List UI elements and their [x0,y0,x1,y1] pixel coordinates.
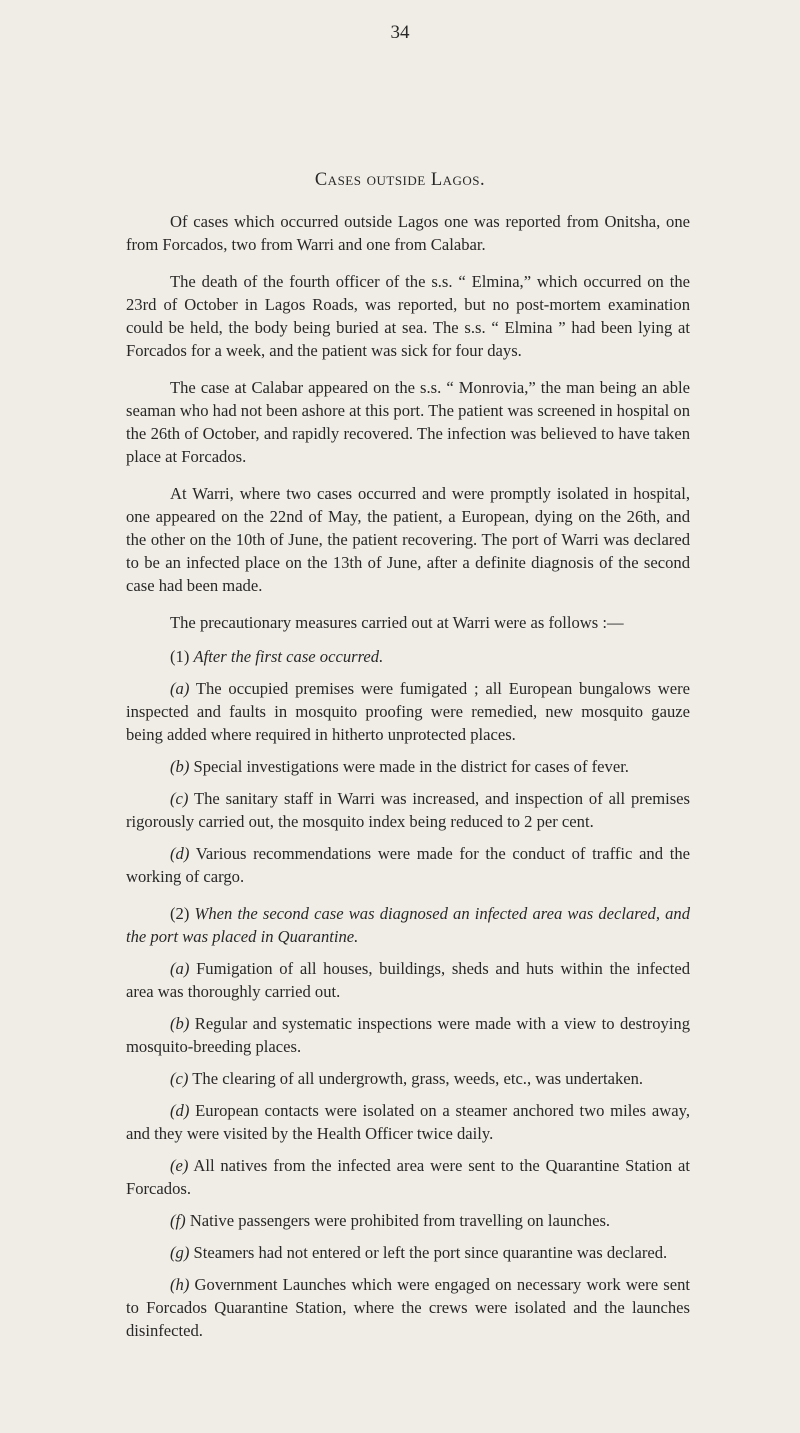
item-text: The clearing of all undergrowth, grass, weeds, etc., was undertaken. [192,1069,644,1088]
item-label: (d) [170,844,190,863]
list-item [126,787,690,833]
list-item [126,842,690,888]
item-label: (f) [170,1211,186,1230]
item-text: Fumigation of all houses, buildings, sheds and huts within the infected area was thoroughly carried out. [126,959,690,1001]
item-text: Regular and systematic inspections were made with a view to destroying mosquito-breeding places. [126,1014,691,1056]
item-label: (g) [170,1243,190,1262]
list-item [126,1209,690,1232]
item-label: (a) [170,959,190,978]
list-item [126,1241,690,1264]
section-2-number: (2) [170,904,190,923]
body-text [126,210,690,1342]
list-item [126,1273,690,1342]
paragraph-intro-1: Of cases which occurred outside Lagos one was reported from Onitsha, one from Forcados, two from Warri and one from Calabar. [126,212,690,254]
item-text: Native passengers were prohibited from travelling on launches. [189,1211,611,1230]
item-label: (c) [170,1069,189,1088]
list-item [126,1012,690,1058]
section-1-heading [126,645,690,668]
section-2-title: When the second case was diagnosed an infected area was declared, and the port was placed in Quarantine. [126,904,691,946]
paragraph-intro-3: The case at Calabar appeared on the s.s. “ Monrovia,” the man being an able seaman who had not been ashore at this port. The patient was screened in hospital on the 26th of October, and rapidly recovered. The infection was believed to have taken place at Forcados. [126,378,690,466]
item-text: Various recommendations were made for the conduct of traffic and the working of cargo. [126,844,690,886]
item-text: Government Launches which were engaged on necessary work were sent to Forcados Quarantine Station, where the crews were isolated and the launches disinfected. [126,1275,690,1340]
item-text: All natives from the infected area were sent to the Quarantine Station at Forcados. [126,1156,690,1198]
item-text: Special investigations were made in the district for cases of fever. [193,757,629,776]
section-heading: Cases outside Lagos. [314,170,486,190]
item-label: (h) [170,1275,190,1294]
item-text: The occupied premises were fumigated ; all European bungalows were inspected and faults in mosquito proofing were remedied, new mosquito gauze being added where required in hitherto unprotected places. [126,679,690,744]
paragraph-intro-5: The precautionary measures carried out at Warri were as follows :— [170,613,624,632]
item-label: (b) [170,1014,190,1033]
item-label: (a) [170,679,190,698]
item-text: Steamers had not entered or left the port since quarantine was declared. [193,1243,668,1262]
item-label: (b) [170,757,190,776]
section-2-heading [126,902,690,948]
page-number: 34 [390,22,410,43]
section-1-number: (1) [170,647,190,666]
list-item [126,1067,690,1090]
item-text: The sanitary staff in Warri was increased, and inspection of all premises rigorously carried out, the mosquito index being reduced to 2 per cent. [126,789,690,831]
list-item [126,1154,690,1200]
item-label: (d) [170,1101,190,1120]
item-label: (e) [170,1156,189,1175]
list-item [126,755,690,778]
list-item [126,677,690,746]
list-item [126,957,690,1003]
item-label: (c) [170,789,189,808]
section-1-title: After the first case occurred. [193,647,384,666]
paragraph-intro-4: At Warri, where two cases occurred and were promptly isolated in hospital, one appeared on the 22nd of May, the patient, a European, dying on the 26th, and the other on the 10th of June, the patient recovering. The port of Warri was declared to be an infected place on the 13th of June, after a definite diagnosis of the second case had been made. [126,484,690,595]
list-item [126,1099,690,1145]
item-text: European contacts were isolated on a steamer anchored two miles away, and they were visited by the Health Officer twice daily. [126,1101,690,1143]
paragraph-intro-2: The death of the fourth officer of the s.s. “ Elmina,” which occurred on the 23rd of October in Lagos Roads, was reported, but no post-mortem examination could be held, the body being buried at sea. The s.s. “ Elmina ” had been lying at Forcados for a week, and the patient was sick for four days. [126,272,690,360]
